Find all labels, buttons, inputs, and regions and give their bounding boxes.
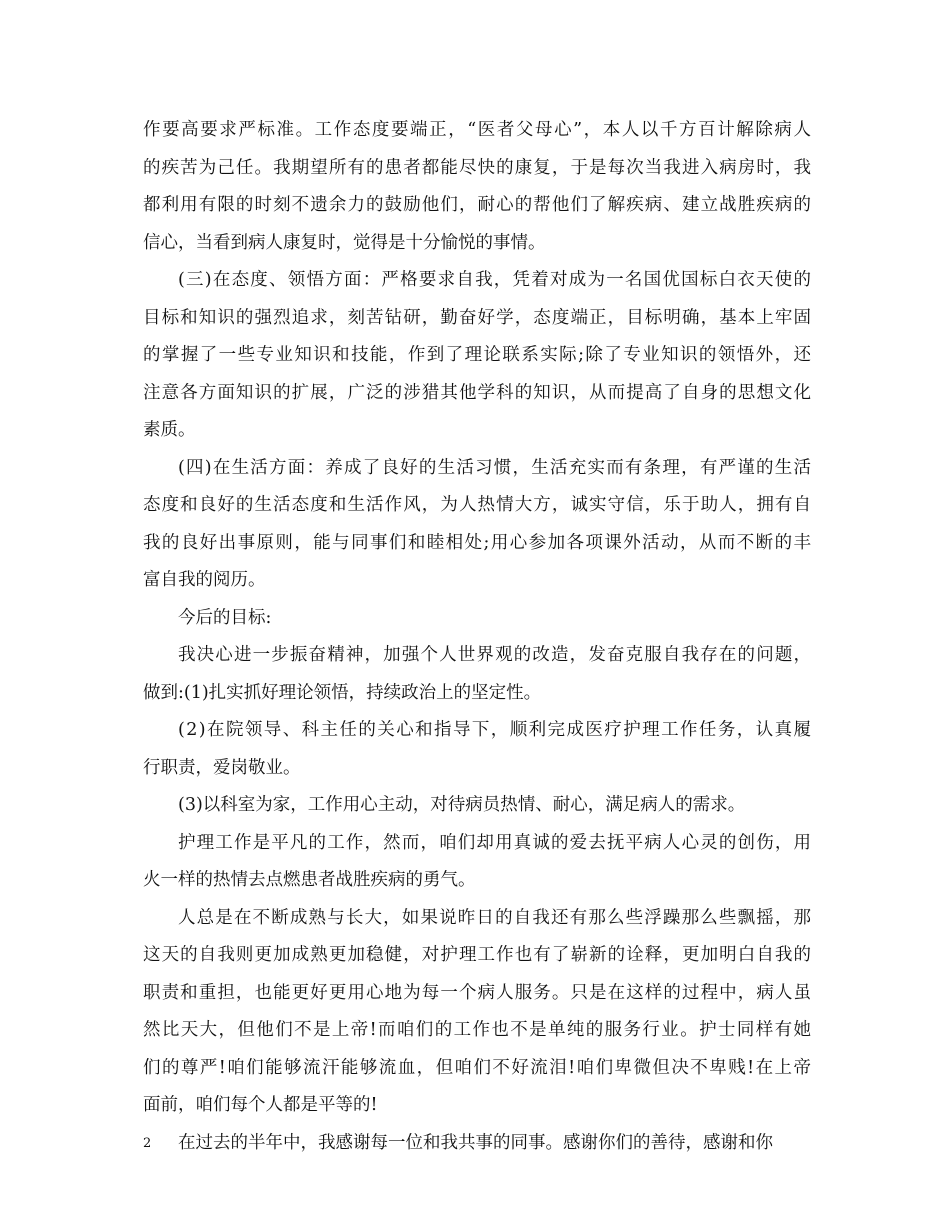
document-body bbox=[143, 112, 811, 1162]
text-line: 素质。 bbox=[143, 420, 196, 440]
text-line: 面前，咱们每个人都是平等的! bbox=[143, 1095, 378, 1115]
text-line: 都利用有限的时刻不遗余力的鼓励他们，耐心的帮他们了解疾病、建立战胜疾病的 bbox=[143, 195, 813, 215]
text-line: 的掌握了一些专业知识和技能，作到了理论联系实际;除了专业知识的领悟外，还 bbox=[143, 345, 813, 365]
paragraph bbox=[143, 1125, 811, 1163]
paragraph bbox=[143, 112, 811, 262]
text-line: 信心，当看到病人康复时，觉得是十分愉悦的事情。 bbox=[143, 232, 546, 253]
text-line: 做到:(1)扎实抓好理论领悟，持续政治上的坚定性。 bbox=[143, 682, 542, 703]
text-line: 这天的自我则更加成熟更加稳健，对护理工作也有了崭新的诠释，更加明白自我的 bbox=[143, 945, 813, 965]
text-line: 作要高要求严标准。工作态度要端正，“医者父母心”，本人以千方百计解除病人 bbox=[143, 120, 813, 140]
page-number: 2 bbox=[143, 1136, 152, 1151]
text-line: 注意各方面知识的扩展，广泛的涉猎其他学科的知识，从而提高了自身的思想文化 bbox=[143, 382, 813, 403]
text-line: (2)在院领导、科主任的关心和指导下，顺利完成医疗护理工作任务，认真履 bbox=[178, 720, 813, 740]
text-line: 我决心进一步振奋精神，加强个人世界观的改造，发奋克服自我存在的问题， bbox=[178, 645, 813, 665]
text-line: 行职责，爱岗敬业。 bbox=[143, 757, 301, 778]
text-line: 们的尊严!咱们能够流汗能够流血，但咱们不好流泪!咱们卑微但决不卑贱!在上帝 bbox=[143, 1057, 813, 1078]
text-line: (3)以科室为家，工作用心主动，对待病员热情、耐心，满足病人的需求。 bbox=[178, 795, 746, 815]
text-line: (四)在生活方面：养成了良好的生活习惯，生活充实而有条理，有严谨的生活 bbox=[178, 457, 813, 478]
paragraph bbox=[143, 712, 811, 787]
paragraph bbox=[143, 262, 811, 450]
paragraph bbox=[143, 825, 811, 900]
text-line: 职责和重担，也能更好更用心地为每一个病人服务。只是在这样的过程中，病人虽 bbox=[143, 982, 813, 1003]
text-line: (三)在态度、领悟方面：严格要求自我，凭着对成为一名国优国标白衣天使的 bbox=[178, 270, 813, 290]
text-line: 然比天大，但他们不是上帝!而咱们的工作也不是单纯的服务行业。护士同样有她 bbox=[143, 1020, 813, 1040]
paragraph bbox=[143, 900, 811, 1125]
paragraph bbox=[143, 450, 811, 600]
text-line: 在过去的半年中，我感谢每一位和我共事的同事。感谢你们的善待，感谢和你 bbox=[178, 1132, 773, 1153]
text-line: 今后的目标: bbox=[178, 607, 272, 628]
text-line: 人总是在不断成熟与长大，如果说昨日的自我还有那么些浮躁那么些飘摇，那 bbox=[178, 907, 813, 928]
text-line: 护理工作是平凡的工作，然而，咱们却用真诚的爱去抚平病人心灵的创伤，用 bbox=[178, 832, 813, 853]
text-line: 火一样的热情去点燃患者战胜疾病的勇气。 bbox=[143, 870, 476, 890]
text-line: 态度和良好的生活态度和生活作风，为人热情大方，诚实守信，乐于助人，拥有自 bbox=[143, 495, 813, 515]
text-line: 的疾苦为己任。我期望所有的患者都能尽快的康复，于是每次当我进入病房时，我 bbox=[143, 157, 813, 178]
text-line: 我的良好出事原则，能与同事们和睦相处;用心参加各项课外活动，从而不断的丰 bbox=[143, 532, 813, 553]
paragraph bbox=[143, 600, 811, 638]
paragraph bbox=[143, 787, 811, 825]
paragraph bbox=[143, 637, 811, 712]
text-line: 目标和知识的强烈追求，刻苦钻研，勤奋好学，态度端正，目标明确，基本上牢固 bbox=[143, 307, 813, 328]
text-line: 富自我的阅历。 bbox=[143, 570, 266, 590]
